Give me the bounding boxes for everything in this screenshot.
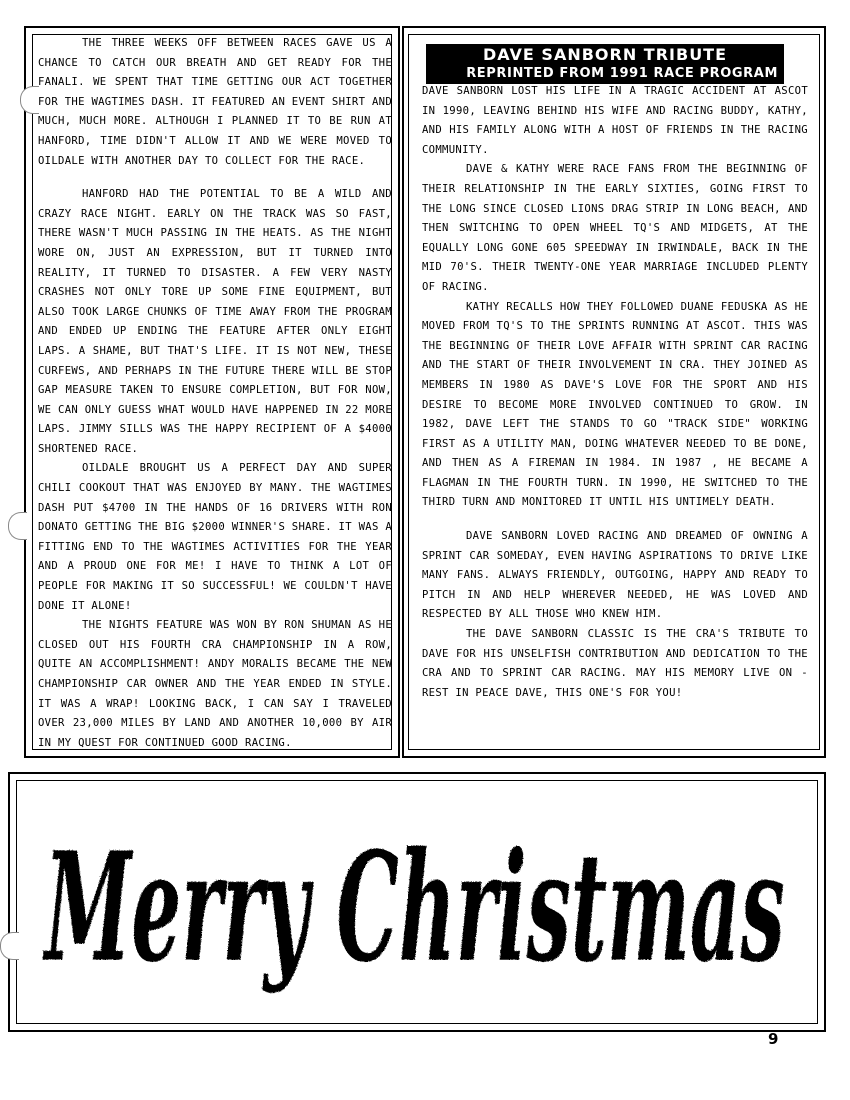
tribute-title: DAVE SANBORN TRIBUTE: [482, 45, 728, 64]
tribute-paragraph: DAVE & KATHY WERE RACE FANS FROM THE BEGINNING OF THEIR RELATIONSHIP IN THE EARLY SIXTIES, GOING FIRST TO THE LONG SINCE CLOSED LIONS DRAG STRIP IN LONG BEACH, AND THEN SWITCHING TO OPEN WHEEL TQ'S AND MIDGETS, AT THE EQUALLY LONG GONE 605 SPEEDWAY IN IRWINDALE, BACK IN THE MID 70'S. THEIR TWENTY-ONE YEAR MARRIAGE INCLUDED PLENTY OF RACING.: [422, 163, 808, 293]
punch-hole: [20, 86, 39, 114]
article-paragraph: OILDALE BROUGHT US A PERFECT DAY AND SUPER CHILI COOKOUT THAT WAS ENJOYED BY MANY. THE WAGTIMES DASH PUT $4700 IN THE HANDS OF 16 DRIVERS WITH RON DONATO GETTING THE BIG $2000 WINNER'S SHARE. IT WAS A FITTING END TO THE WAGTIMES ACTIVITIES FOR THE YEAR AND A PROUD ONE FOR ME! I HAVE TO THINK A LOT OF PEOPLE FOR MAKING IT SO SUCCESSFUL! WE COULDN'T HAVE DONE IT ALONE!: [38, 462, 392, 612]
tribute-heading: [426, 44, 784, 84]
greeting-text: Merry Christmas: [41, 819, 785, 995]
page-number: 9: [768, 1030, 779, 1048]
article-paragraph: THE THREE WEEKS OFF BETWEEN RACES GAVE US A CHANCE TO CATCH OUR BREATH AND GET READY FOR THE FANALI. WE SPENT THAT TIME GETTING OUR ACT TOGETHER FOR THE WAGTIMES DASH. IT FEATURED AN EVENT SHIRT AND MUCH, MUCH MORE. ALTHOUGH I PLANNED IT TO BE RUN AT HANFORD, TIME DIDN'T ALLOW IT AND WE WERE MOVED TO OILDALE WITH ANOTHER DAY TO COLLECT FOR THE RACE.: [38, 37, 392, 167]
left-column-article: [38, 34, 392, 753]
article-paragraph: HANFORD HAD THE POTENTIAL TO BE A WILD AND CRAZY RACE NIGHT. EARLY ON THE TRACK WAS SO FAST, THERE WASN'T MUCH PASSING IN THE HEATS. AS THE NIGHT WORE ON, JUST AN EXPRESSION, BUT IT TURNED INTO REALITY, IT TURNED TO DISASTER. A FEW VERY NASTY CRASHES NOT ONLY TORE UP SOME FINE EQUIPMENT, BUT ALSO TOOK LARGE CHUNKS OF TIME AWAY FROM THE PROGRAM AND ENDED UP ENDING THE FEATURE AFTER ONLY EIGHT LAPS. A SHAME, BUT THAT'S LIFE. IT IS NOT NEW, THESE CURFEWS, AND PERHAPS IN THE FUTURE THERE WILL BE STOP GAP MEASURE TAKEN TO ENSURE COMPLETION, BUT FOR NOW, WE CAN ONLY GUESS WHAT WOULD HAVE HAPPENED IN 22 MORE LAPS. JIMMY SILLS WAS THE HAPPY RECIPIENT OF A $4000 SHORTENED RACE.: [38, 188, 392, 455]
tribute-paragraph: THE DAVE SANBORN CLASSIC IS THE CRA'S TRIBUTE TO DAVE FOR HIS UNSELFISH CONTRIBUTION AND DEDICATION TO THE CRA AND TO SPRINT CAR RACING. MAY HIS MEMORY LIVE ON - REST IN PEACE DAVE, THIS ONE'S FOR YOU!: [422, 628, 808, 699]
punch-hole: [8, 512, 27, 540]
merry-christmas-logo: [24, 784, 804, 1024]
tribute-paragraph: DAVE SANBORN LOVED RACING AND DREAMED OF OWNING A SPRINT CAR SOMEDAY, EVEN HAVING ASPIRATIONS TO DRIVE LIKE MANY FANS. ALWAYS FRIENDLY, OUTGOING, HAPPY AND READY TO PITCH IN AND HELP WHEREVER NEEDED, HE WAS LOVED AND RESPECTED BY ALL THOSE WHO KNEW HIM.: [422, 530, 808, 621]
article-paragraph: THE NIGHTS FEATURE WAS WON BY RON SHUMAN AS HE CLOSED OUT HIS FOURTH CRA CHAMPIONSHIP IN A ROW, QUITE AN ACCOMPLISHMENT! ANDY MORALIS BECAME THE NEW CHAMPIONSHIP CAR OWNER AND THE YEAR ENDED IN STYLE. IT WAS A WRAP! LOOKING BACK, I CAN SAY I TRAVELED OVER 23,000 MILES BY LAND AND ANOTHER 10,000 BY AIR IN MY QUEST FOR CONTINUED GOOD RACING.: [38, 619, 392, 749]
punch-hole: [0, 932, 19, 960]
tribute-subtitle: REPRINTED FROM 1991 RACE PROGRAM: [466, 66, 778, 81]
tribute-paragraph: KATHY RECALLS HOW THEY FOLLOWED DUANE FEDUSKA AS HE MOVED FROM TQ'S TO THE SPRINTS RUNNING AT ASCOT. THIS WAS THE BEGINNING OF THEIR LOVE AFFAIR WITH SPRINT CAR RACING AND THE START OF THEIR INVOLVEMENT IN CRA. THEY JOINED AS MEMBERS IN 1980 AS DAVE'S LOVE FOR THE SPORT AND HIS DESIRE TO BECOME MORE INVOLVED CONTINUED TO GROW. IN 1982, DAVE LEFT THE STANDS TO GO "TRACK SIDE" WORKING FIRST AS A UTILITY MAN, DOING WHATEVER NEEDED TO BE DONE, AND THEN AS A FIREMAN IN 1984. IN 1987 , HE BECAME A FLAGMAN IN THE FOURTH TURN. IN 1990, HE SWITCHED TO THE THIRD TURN AND MONITORED IT UNTIL HIS UNTIMELY DEATH.: [422, 300, 808, 509]
tribute-article: [422, 82, 808, 703]
tribute-paragraph: DAVE SANBORN LOST HIS LIFE IN A TRAGIC ACCIDENT AT ASCOT IN 1990, LEAVING BEHIND HIS WIFE AND RACING BUDDY, KATHY, AND HIS FAMILY ALONG WITH A HOST OF FRIENDS IN THE RACING COMMUNITY.: [422, 85, 808, 156]
